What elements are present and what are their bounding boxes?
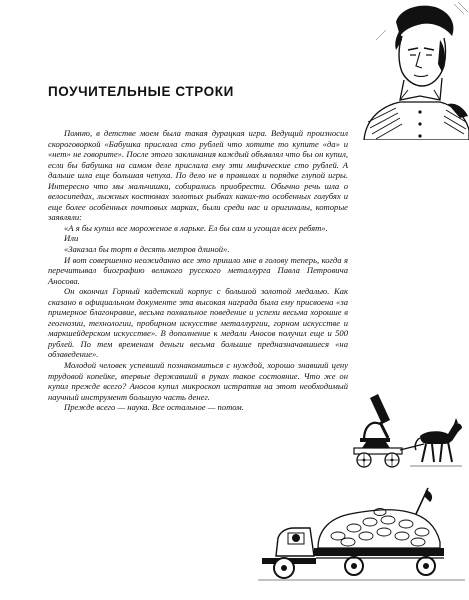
body-text xyxy=(48,128,348,413)
paragraph: Или xyxy=(64,233,79,244)
portrait-illustration xyxy=(356,0,469,140)
paragraph: И вот совершенно неожиданно все это пришло мне в голову теперь, когда я перечитывал биографию великого русского металлурга Павла Петровича Аносова. xyxy=(48,254,348,286)
money-truck-illustration xyxy=(258,486,465,586)
paragraph: Он окончил Горный кадетский корпус с большой золотой медалью. Как сказано в официальном документе эта высокая награда была ему присвоена «за примерное благонравие, весьма похвальное поведение и успехи весьма хорошие в геогнозии, технологии, пробирном искусстве металлургии, горном искусстве и маркшейдерском искусстве». В дополнение к медали Аносов получил еще и 500 рублей. По тем временам деньги весьма большие предназначавшиеся «на обзаведение». xyxy=(48,286,348,360)
page-title: ПОУЧИТЕЛЬНЫЕ СТРОКИ xyxy=(48,84,234,99)
paragraph: «Заказал бы торт в десять метров длиной». xyxy=(64,244,230,255)
paragraph: Прежде всего — наука. Все остальное — потом. xyxy=(64,402,244,413)
microscope-cart-illustration xyxy=(350,392,465,470)
paragraph: Помню, в детстве моем была такая дурацкая игра. Ведущий произносил скороговоркой «Бабушка прислала сто рублей что хотите то купите «да» и «нет» не говорите». После этого заклинания каждый объявлял что бы он купил, если бы бабушка на самом деле прислала ему эти мифические сто рублей. А дальше шла еще большая чепуха. По дело не в правилах и порядке глупой игры. Интересно что мы мальчишки, собирались приобрести. Обычно речь шла о велосипедах, лыжных костюмах золотых рыбках каких-то особенных голубях и еще более особенных почтовых марках, были среди нас и оригиналы, которые заявляли: xyxy=(48,128,348,223)
paragraph: «А я бы купил все мороженое в ларьке. Ел бы сам и угощал всех ребят». xyxy=(64,222,328,233)
paragraph: Молодой человек успевший познакомиться с нуждой, хорошо знавший цену трудовой копейке, впервые державший в руках такое состояние. Что же он купил прежде всего? Аносов купил микроскоп истратив на этот необходимый научный инструмент большую часть денег. xyxy=(48,360,348,402)
